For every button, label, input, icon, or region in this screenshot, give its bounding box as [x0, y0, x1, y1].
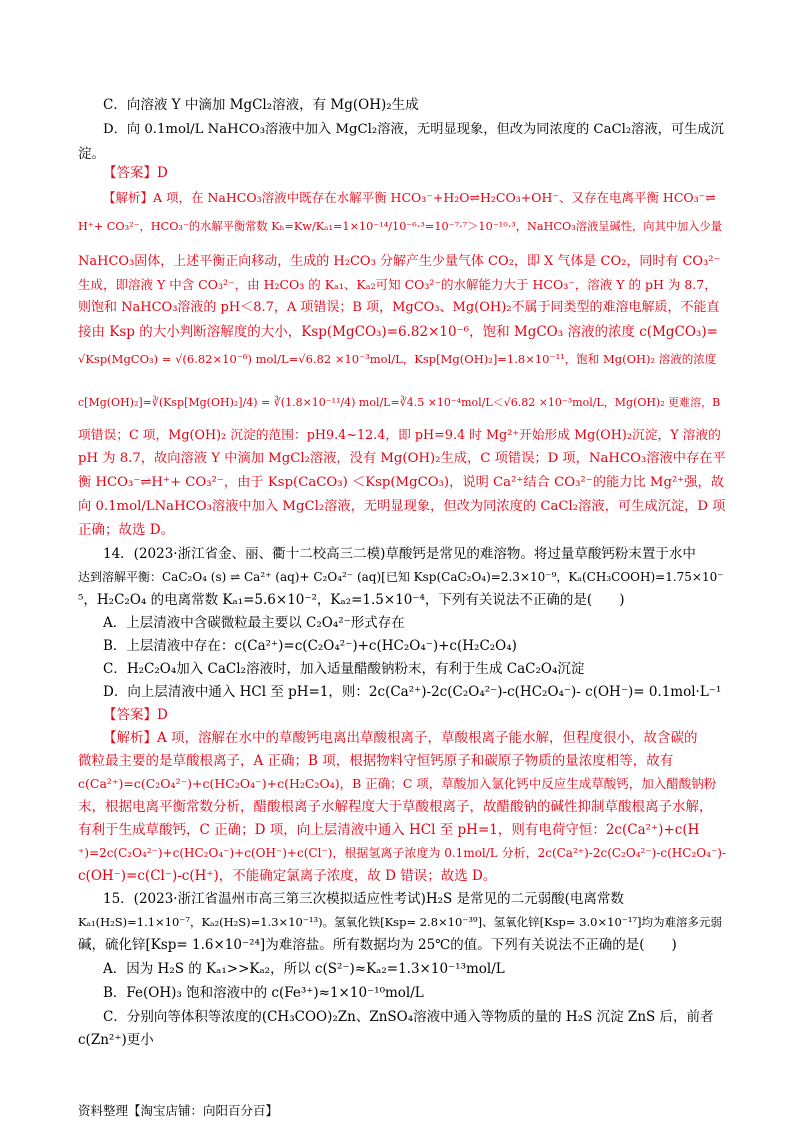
q15-option-c: C．分别向等体积等浓度的(CH₃COO)₂Zn、ZnSO₄溶液中通入等物质的量的 H₂S 沉淀 ZnS 后，前者 [103, 1009, 714, 1025]
q15-option-b: B．Fe(OH)₃ 饱和溶液中的 c(Fe³⁺)≈1×10⁻¹⁰mol/L [103, 985, 424, 1001]
q13-option-c: C．向溶液 Y 中滴加 MgCl₂溶液，有 Mg(OH)₂生成 [103, 97, 419, 113]
q13-analysis-line: pH 为 8.7，故向溶液 Y 中滴加 MgCl₂溶液，没有 Mg(OH)₂生成，C 项错误；D 项，NaHCO₃溶液中存在平 [78, 451, 726, 466]
q13-analysis-line: 生成，即溶液 Y 中含 CO₃²⁻，由 H₂CO₃ 的 Kₐ₁、Kₐ₂可知 CO₃²⁻的水解能力大于 HCO₃⁻，溶液 Y 的 pH 为 8.7， [78, 277, 717, 292]
q14-analysis-line: c(OH⁻)=c(Cl⁻)-c(H⁺)，不能确定氯离子浓度，故 D 错误；故选 D。 [78, 868, 497, 884]
q15-option-a: A．因为 H₂S 的 Kₐ₁>>Kₐ₂，所以 c(S²⁻)≈Kₐ₂=1.3×10⁻¹³mol/L [103, 961, 505, 977]
q13-analysis-line: c[Mg(OH)₂]=∛(Ksp[Mg(OH)₂]/4) = ∛(1.8×10⁻¹¹/4) mol/L=∛4.5 ×10⁻⁴mol/L＜√6.82 ×10⁻³mol/L，Mg(OH)₂ 更难溶，B [78, 396, 721, 409]
q14-stem: ⁵，H₂C₂O₄ 的电离常数 Kₐ₁=5.6×10⁻²，Kₐ₂=1.5×10⁻⁴，下列有关说法不正确的是( ) [78, 592, 625, 608]
q14-analysis-line: ⁺)=2c(C₂O₄²⁻)+c(HC₂O₄⁻)+c(OH⁻)+c(Cl⁻)，根据氢离子浓度为 0.1mol/L 分析，2c(Ca²⁺)-2c(C₂O₄²⁻)-c(HC₂O₄⁻)- [78, 846, 726, 860]
page-footer: 资料整理【淘宝店铺：向阳百分百】 [78, 1103, 279, 1118]
q14-analysis-line: 有利于生成草酸钙，C 正确；D 项，向上层清液中通入 HCl 至 pH=1，则有电荷守恒：2c(Ca²⁺)+c(H [78, 822, 700, 838]
q13-analysis-line: H⁺+ CO₃²⁻，HCO₃⁻的水解平衡常数 Kₕ=Kw/Kₐ₁=1×10⁻¹⁴/10⁻⁶·³=10⁻⁷·⁷＞10⁻¹⁰·³，NaHCO₃溶液呈碱性，向其中加入少量 [78, 220, 722, 233]
q14-analysis-line: 微粒最主要的是草酸根离子，A 正确；B 项，根据物料守恒钙原子和碳原子物质的量浓度相等，故有 [78, 753, 674, 769]
q13-analysis-line: √Ksp(MgCO₃) = √(6.82×10⁻⁶) mol/L=√6.82 ×10⁻³mol/L，Ksp[Mg(OH)₂]=1.8×10⁻¹¹，饱和 Mg(OH)₂ 溶液的浓度 [78, 352, 717, 366]
q13-analysis-line: 向 0.1mol/LNaHCO₃溶液中加入 MgCl₂溶液，无明显现象，但改为同浓度的 CaCl₂溶液，可生成沉淀，D 项 [78, 499, 726, 514]
q14-option-a: A．上层清液中含碳微粒最主要以 C₂O₄²⁻形式存在 [103, 615, 405, 631]
q13-option-d: D．向 0.1mol/L NaHCO₃溶液中加入 MgCl₂溶液，无明显现象，但改为同浓度的 CaCl₂溶液，可生成沉 [103, 122, 724, 137]
q15-option-c-cont: c(Zn²⁺)更小 [78, 1032, 154, 1048]
q13-option-d-cont: 淀。 [78, 146, 105, 162]
q13-analysis-line: 【解析】A 项，在 NaHCO₃溶液中既存在水解平衡 HCO₃⁻+H₂O⇌H₂CO₃+OH⁻、又存在电离平衡 HCO₃⁻⇌ [103, 190, 716, 205]
q14-analysis-line: 【解析】A 项，溶解在水中的草酸钙电离出草酸根离子，草酸根离子能水解，但程度很小，故含碳的 [103, 730, 698, 746]
q14-option-b: B．上层清液中存在：c(Ca²⁺)=c(C₂O₄²⁻)+c(HC₂O₄⁻)+c(H₂C₂O₄) [103, 638, 517, 654]
q14-option-d: D．向上层清液中通入 HCl 至 pH=1，则：2c(Ca²⁺)-2c(C₂O₄²⁻)-c(HC₂O₄⁻)- c(OH⁻)= 0.1mol·L⁻¹ [103, 684, 722, 700]
q13-analysis-line: NaHCO₃固体，上述平衡正向移动，生成的 H₂CO₃ 分解产生少量气体 CO₂，即 X 气体是 CO₂，同时有 CO₃²⁻ [78, 254, 721, 269]
q13-analysis-line: 衡 HCO₃⁻⇌H⁺+ CO₃²⁻，由于 Ksp(CaCO₃) ＜Ksp(MgCO₃)，说明 Ca²⁺结合 CO₃²⁻的能力比 Mg²⁺强，故 [78, 475, 725, 490]
q14-answer: 【答案】D [103, 707, 168, 723]
q15-stem: 碱，硫化锌[Ksp= 1.6×10⁻²⁴]为难溶盐。所有数据均为 25℃的值。下列有关说法不正确的是( ) [78, 937, 677, 953]
q15-stem: 15．(2023·浙江省温州市高三第三次模拟适应性考试)H₂S 是常见的二元弱酸(电离常数 [103, 891, 624, 907]
q14-stem: 14．(2023·浙江省金、丽、衢十二校高三二模)草酸钙是常见的难溶物。将过量草酸钙粉末置于水中 [103, 546, 696, 562]
q15-stem: Kₐ₁(H₂S)=1.1×10⁻⁷，Kₐ₂(H₂S)=1.3×10⁻¹³)。氢氧化铁[Ksp= 2.8×10⁻³⁹]、氢氧化锌[Ksp= 3.0×10⁻¹⁷]均为难溶多元弱 [78, 915, 723, 929]
q13-analysis-line: 正确；故选 D。 [78, 522, 175, 538]
q14-stem: 达到溶解平衡：CaC₂O₄ (s) ⇌ Ca²⁺ (aq)+ C₂O₄²⁻ (aq)[已知 Ksp(CaC₂O₄)=2.3×10⁻⁹，Kₐ(CH₃COOH)=1.75×10⁻ [78, 570, 724, 584]
q14-option-c: C．H₂C₂O₄加入 CaCl₂溶液时，加入适量醋酸钠粉末，有利于生成 CaC₂O₄沉淀 [103, 661, 585, 677]
q14-analysis-line: 末，根据电离平衡常数分析，醋酸根离子水解程度大于草酸根离子，故醋酸钠的碱性抑制草酸根离子水解， [78, 799, 713, 815]
q13-analysis-line: 则饱和 NaHCO₃溶液的 pH＜8.7，A 项错误；B 项，MgCO₃、Mg(OH)₂不属于同类型的难溶电解质，不能直 [78, 300, 720, 315]
q13-analysis-line: 项错误；C 项，Mg(OH)₂ 沉淀的范围：pH9.4~12.4，即 pH=9.4 时 Mg²⁺开始形成 Mg(OH)₂沉淀，Y 溶液的 [78, 428, 721, 443]
q14-analysis-line: c(Ca²⁺)=c(C₂O₄²⁻)+c(HC₂O₄⁻)+c(H₂C₂O₄)，B 正确；C 项，草酸加入氯化钙中反应生成草酸钙，加入醋酸钠粉 [78, 776, 717, 791]
q13-analysis-line: 接由 Ksp 的大小判断溶解度的大小，Ksp(MgCO₃)=6.82×10⁻⁶，饱和 MgCO₃ 溶液的浓度 c(MgCO₃)= [78, 324, 718, 340]
q13-answer: 【答案】D [103, 165, 168, 181]
